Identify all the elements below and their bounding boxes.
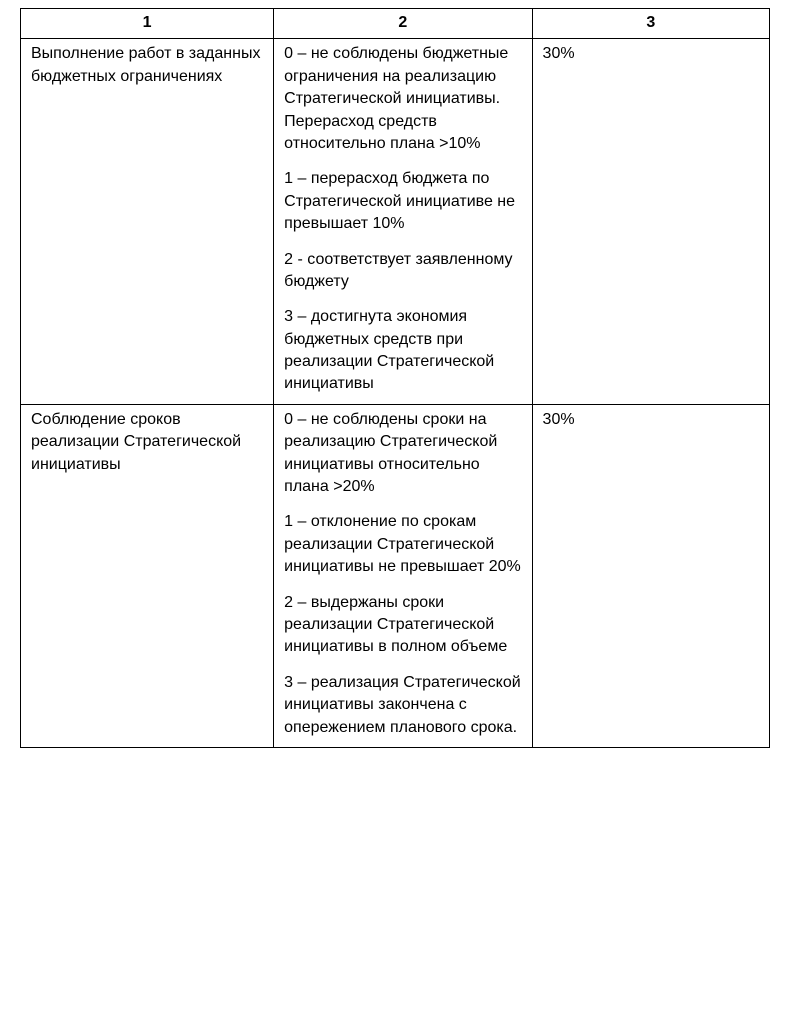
table-header-row (21, 9, 770, 39)
table-row (21, 404, 770, 747)
scale-cell (274, 404, 532, 747)
document-table (20, 8, 770, 748)
weight-cell (532, 39, 769, 404)
scale-paragraph: 2 - соответствует заявленному бюджету (284, 250, 513, 290)
header-cell-1: 1 (21, 9, 274, 39)
header-cell-3: 3 (532, 9, 769, 39)
scale-paragraph: 3 – достигнута экономия бюджетных средств при реализации Стратегической инициативы (284, 308, 495, 393)
weight-cell (532, 404, 769, 747)
weight-text: 30% (542, 45, 575, 63)
scale-paragraph: 0 – не соблюдены сроки на реализацию Стратегической инициативы относительно плана >20% (284, 410, 498, 496)
scale-paragraph: 2 – выдержаны сроки реализации Стратегической инициативы в полном объеме (284, 593, 508, 656)
weight-text: 30% (542, 410, 575, 428)
scale-paragraph: 0 – не соблюдены бюджетные ограничения на реализацию Стратегической инициативы. Перерасход средств относительно плана >10% (284, 45, 509, 152)
criteria-text: Соблюдение сроков реализации Стратегической инициативы (31, 410, 242, 473)
criteria-cell (21, 39, 274, 404)
scale-cell (274, 39, 532, 404)
table-row (21, 39, 770, 404)
scale-paragraph: 1 – перерасход бюджета по Стратегической инициативе не превышает 10% (284, 170, 516, 233)
criteria-text: Выполнение работ в заданных бюджетных ограничениях (31, 45, 261, 85)
scale-paragraph: 3 – реализация Стратегической инициативы закончена с опережением планового срока. (284, 673, 521, 736)
criteria-cell (21, 404, 274, 747)
header-cell-2: 2 (274, 9, 532, 39)
scale-paragraph: 1 – отклонение по срокам реализации Стратегической инициативы не превышает 20% (284, 513, 521, 576)
